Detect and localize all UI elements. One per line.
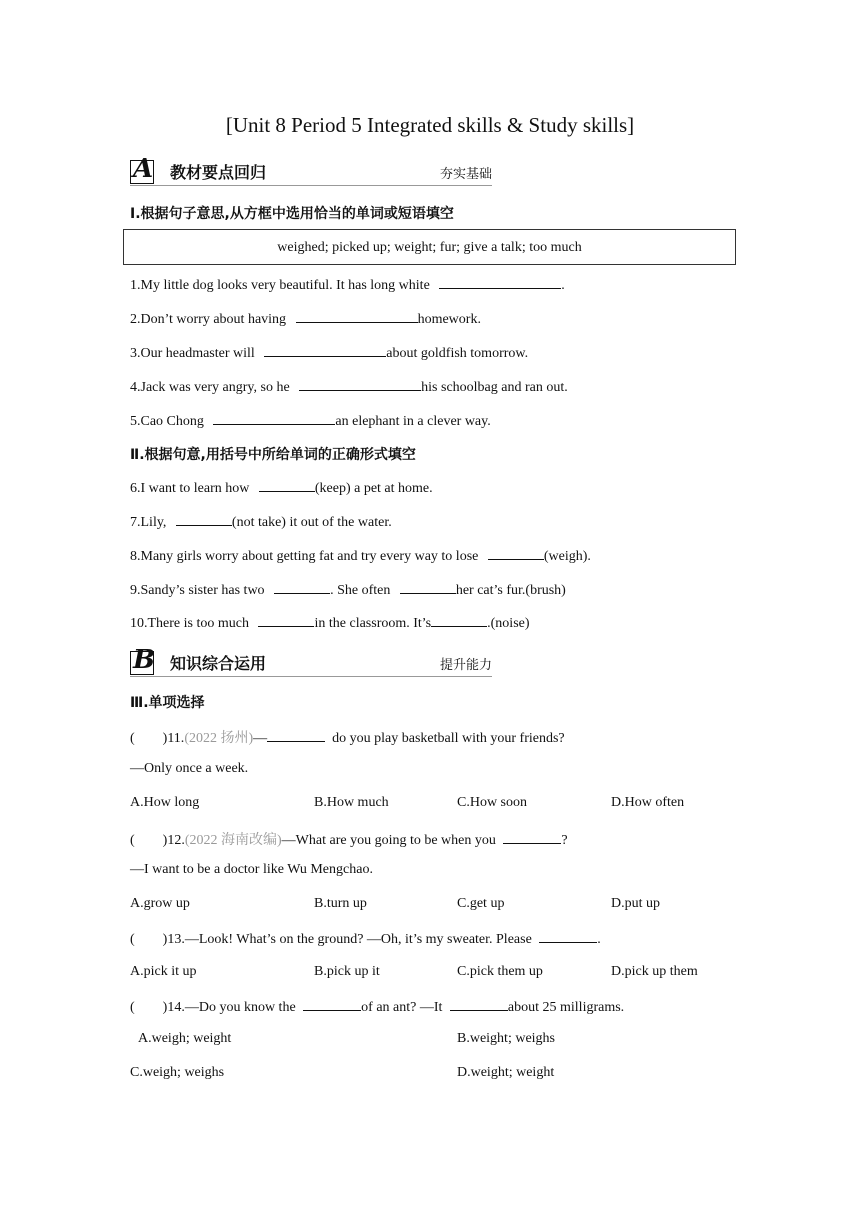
section-b-tag: 提升能力 <box>439 658 492 673</box>
q12-blank[interactable] <box>503 831 561 844</box>
q13-option-c[interactable]: C.pick them up <box>457 964 543 979</box>
q7-blank[interactable] <box>176 513 232 526</box>
q10-blank-2[interactable] <box>431 614 487 627</box>
q13-text-end: . <box>597 932 601 947</box>
section-a-tag: 夯实基础 <box>439 167 492 182</box>
q14-text: —Do you know the <box>184 1000 296 1015</box>
q12-text: —What are you going to be when you <box>281 833 496 848</box>
q11-option-d[interactable]: D.How often <box>611 795 685 810</box>
q14-option-c[interactable]: C.weigh; weighs <box>130 1065 225 1080</box>
q7-text: 7.Lily, <box>130 515 167 530</box>
question-1 <box>130 276 565 294</box>
q9-blank-1[interactable] <box>274 581 330 594</box>
q4-text-end: his schoolbag and ran out. <box>421 380 568 395</box>
q11-dash: — <box>253 731 268 746</box>
q13-option-a[interactable]: A.pick it up <box>130 964 197 979</box>
q12-reply: —I want to be a doctor like Wu Mengchao. <box>130 862 373 877</box>
section-b-banner <box>130 647 492 677</box>
q13-text: —Look! What’s on the ground? —Oh, it’s my sweater. Please <box>184 932 532 947</box>
q6-text: 6.I want to learn how <box>130 481 250 496</box>
q3-text: 3.Our headmaster will <box>130 346 255 361</box>
section-b-badge <box>130 647 158 675</box>
question-5 <box>130 412 491 430</box>
q14-option-a[interactable]: A.weigh; weight <box>138 1031 232 1046</box>
part2-heading: Ⅱ.根据句意,用括号中所给单词的正确形式填空 <box>130 447 416 463</box>
section-b-letter: B <box>133 645 155 675</box>
q9-blank-2[interactable] <box>400 581 456 594</box>
question-2 <box>130 310 481 328</box>
question-9 <box>130 581 566 599</box>
q2-text-end: homework. <box>417 312 481 327</box>
q4-text: 4.Jack was very angry, so he <box>130 380 290 395</box>
q12-option-d[interactable]: D.put up <box>611 896 660 911</box>
q12-number: ( )12. <box>130 833 185 848</box>
q9-text: 9.Sandy’s sister has two <box>130 583 265 598</box>
q14-number: ( )14. <box>130 1000 185 1015</box>
q10-blank-1[interactable] <box>258 614 314 627</box>
q10-text: 10.There is too much <box>130 616 249 631</box>
question-4 <box>130 378 568 396</box>
q11-blank[interactable] <box>267 729 325 742</box>
q11-reply: —Only once a week. <box>130 761 249 776</box>
q2-text: 2.Don’t worry about having <box>130 312 287 327</box>
question-8 <box>130 547 591 565</box>
q8-text-end: (weigh). <box>543 549 591 564</box>
q14-text-end: about 25 milligrams. <box>507 1000 625 1015</box>
section-a-banner <box>130 156 492 186</box>
q6-text-end: (keep) a pet at home. <box>314 481 433 496</box>
q10-text-mid: in the classroom. It’s <box>314 616 432 631</box>
question-12 <box>130 829 568 849</box>
page-title: [Unit 8 Period 5 Integrated skills & Study skills] <box>225 113 635 137</box>
q11-number: ( )11. <box>130 731 185 746</box>
question-11 <box>130 727 565 747</box>
question-7 <box>130 513 392 531</box>
q9-text-mid: . She often <box>330 583 391 598</box>
q11-option-b[interactable]: B.How much <box>314 795 389 810</box>
q2-blank[interactable] <box>296 310 418 323</box>
q3-blank[interactable] <box>264 344 386 357</box>
q14-text-mid: of an ant? —It <box>361 1000 443 1015</box>
q12-text-end: ? <box>561 833 568 848</box>
question-13 <box>130 930 601 948</box>
q14-blank-1[interactable] <box>303 998 361 1011</box>
q13-option-b[interactable]: B.pick up it <box>314 964 380 979</box>
q14-blank-2[interactable] <box>450 998 508 1011</box>
q8-text: 8.Many girls worry about getting fat and try every way to lose <box>130 549 479 564</box>
q12-option-a[interactable]: A.grow up <box>130 896 190 911</box>
q11-option-a[interactable]: A.How long <box>130 795 200 810</box>
q12-source: (2022 海南改编) <box>184 833 282 848</box>
q11-option-c[interactable]: C.How soon <box>457 795 528 810</box>
question-3 <box>130 344 528 362</box>
q1-blank[interactable] <box>439 276 561 289</box>
section-a-title: 教材要点回归 <box>170 163 267 182</box>
q12-option-c[interactable]: C.get up <box>457 896 505 911</box>
q5-text: 5.Cao Chong <box>130 414 204 429</box>
q11-text: do you play basketball with your friends? <box>332 731 565 746</box>
q7-text-end: (not take) it out of the water. <box>231 515 392 530</box>
q5-text-end: an elephant in a clever way. <box>335 414 491 429</box>
q10-text-end: .(noise) <box>487 616 530 631</box>
q14-option-d[interactable]: D.weight; weight <box>457 1065 555 1080</box>
q12-option-b[interactable]: B.turn up <box>314 896 367 911</box>
section-b-title: 知识综合运用 <box>170 654 267 673</box>
q1-text-end: . <box>561 278 565 293</box>
q6-blank[interactable] <box>259 479 315 492</box>
q13-option-d[interactable]: D.pick up them <box>611 964 698 979</box>
q1-text: 1.My little dog looks very beautiful. It has long white <box>130 278 430 293</box>
q5-blank[interactable] <box>213 412 335 425</box>
q14-option-b[interactable]: B.weight; weighs <box>457 1031 555 1046</box>
question-14 <box>130 998 624 1016</box>
q13-number: ( )13. <box>130 932 185 947</box>
q4-blank[interactable] <box>299 378 421 391</box>
q9-text-end: her cat’s fur.(brush) <box>455 583 566 598</box>
question-6 <box>130 479 433 497</box>
part3-heading: Ⅲ.单项选择 <box>130 695 205 711</box>
question-10 <box>130 614 530 632</box>
word-box: weighed; picked up; weight; fur; give a talk; too much <box>123 229 736 265</box>
section-a-letter: A <box>133 154 154 184</box>
q3-text-end: about goldfish tomorrow. <box>386 346 529 361</box>
q13-blank[interactable] <box>539 930 597 943</box>
q11-source: (2022 扬州) <box>184 731 254 746</box>
section-a-badge <box>130 156 158 184</box>
part1-heading: Ⅰ.根据句子意思,从方框中选用恰当的单词或短语填空 <box>130 206 454 222</box>
q8-blank[interactable] <box>488 547 544 560</box>
